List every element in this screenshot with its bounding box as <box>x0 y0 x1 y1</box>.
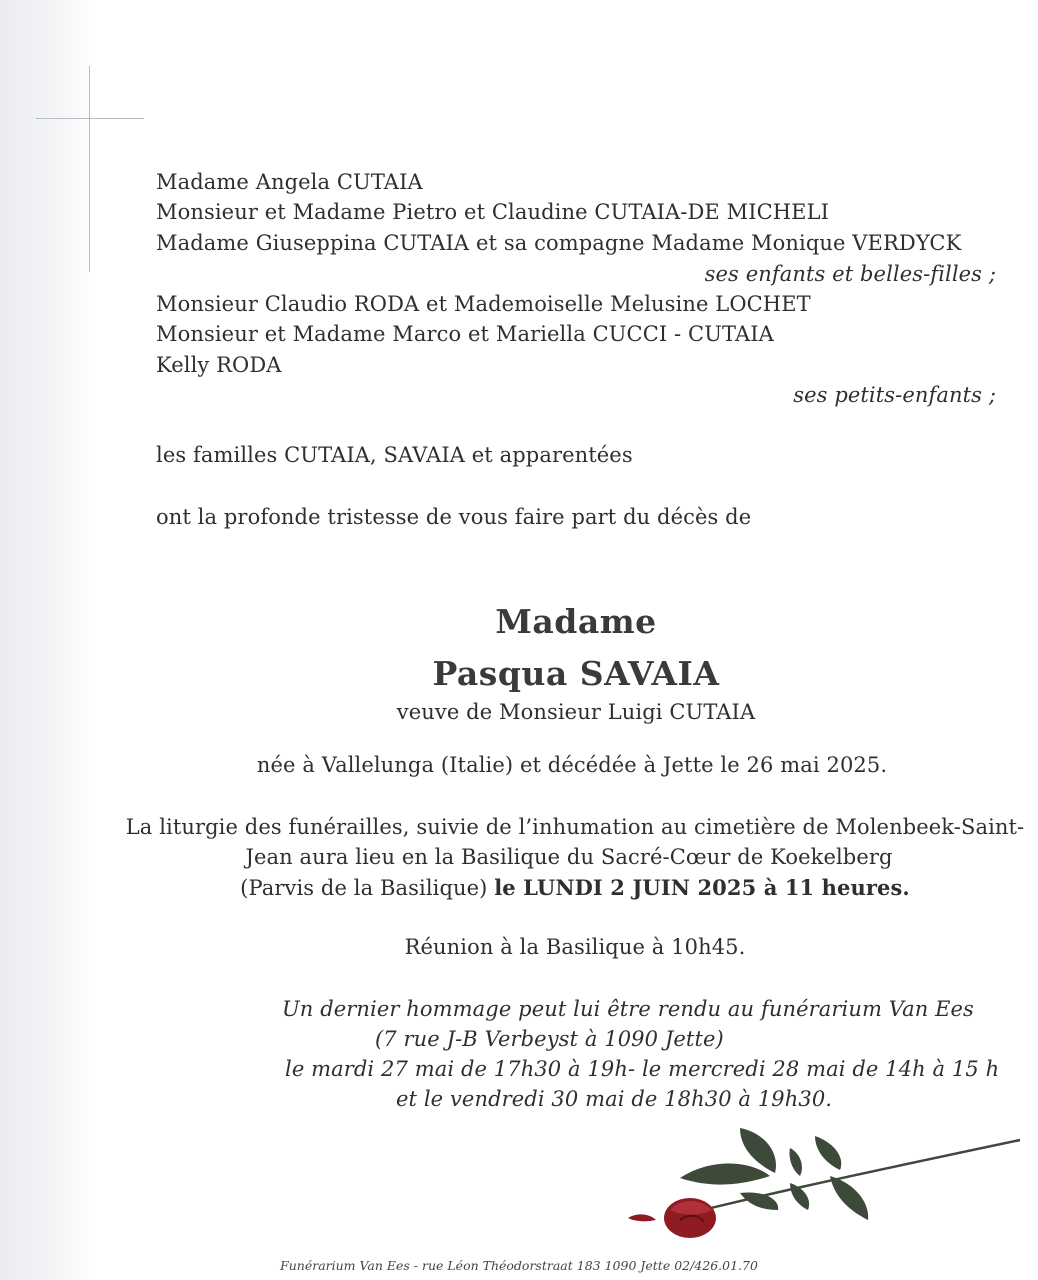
funeral-date: le LUNDI 2 JUIN 2025 à 11 heures. <box>494 875 910 900</box>
rose-flower-icon <box>628 1198 716 1238</box>
funeral-line-1: La liturgie des funérailles, suivie de l’inhumation au cimetière de Molenbeek-Saint- <box>125 815 1025 839</box>
birth-death-line: née à Vallelunga (Italie) et décédée à Jette le 26 mai 2025. <box>256 753 888 777</box>
family-line-2: Monsieur et Madame Pietro et Claudine CUTAIA-DE MICHELI <box>156 200 830 224</box>
footer-address: Funérarium Van Ees - rue Léon Théodorstraat 183 1090 Jette 02/426.01.70 <box>280 1258 758 1273</box>
tribute-line-1: Un dernier hommage peut lui être rendu au funérarium Van Ees <box>282 997 974 1021</box>
leaf-icon <box>830 1176 868 1220</box>
cross-vertical-bar <box>89 66 90 272</box>
tribute-line-2: (7 rue J-B Verbeyst à 1090 Jette) <box>375 1027 724 1051</box>
leaf-icon <box>789 1148 801 1176</box>
family-line-5: Monsieur et Madame Marco et Mariella CUCCI - CUTAIA <box>156 322 774 346</box>
cross-horizontal-bar <box>36 118 144 119</box>
leaf-icon <box>740 1192 778 1210</box>
funeral-line-2: Jean aura lieu en la Basilique du Sacré-Cœur de Koekelberg <box>245 845 893 869</box>
announcement-line: ont la profonde tristesse de vous faire part du décès de <box>156 505 752 529</box>
family-line-1: Madame Angela CUTAIA <box>156 170 423 194</box>
leaf-icon <box>815 1136 841 1170</box>
funeral-line-3 <box>56 875 1038 900</box>
rose-illustration <box>600 1118 1030 1258</box>
tribute-line-4: et le vendredi 30 mai de 18h30 à 19h30. <box>396 1087 833 1111</box>
meeting-line: Réunion à la Basilique à 10h45. <box>404 935 746 959</box>
families-line: les familles CUTAIA, SAVAIA et apparentées <box>156 443 633 467</box>
grandchildren-note: ses petits-enfants ; <box>793 383 996 407</box>
family-line-4: Monsieur Claudio RODA et Mademoiselle Melusine LOCHET <box>156 292 811 316</box>
leaf-icon <box>680 1164 770 1185</box>
funeral-place: (Parvis de la Basilique) <box>240 876 488 900</box>
deceased-name: Pasqua SAVAIA <box>432 654 720 693</box>
tribute-line-3: le mardi 27 mai de 17h30 à 19h- le mercredi 28 mai de 14h à 15 h <box>285 1057 1000 1081</box>
deceased-title: Madame <box>495 602 657 641</box>
family-line-3: Madame Giuseppina CUTAIA et sa compagne Madame Monique VERDYCK <box>156 231 962 255</box>
children-note: ses enfants et belles-filles ; <box>704 262 996 286</box>
family-line-6: Kelly RODA <box>156 353 282 377</box>
widow-line: veuve de Monsieur Luigi CUTAIA <box>396 700 756 724</box>
